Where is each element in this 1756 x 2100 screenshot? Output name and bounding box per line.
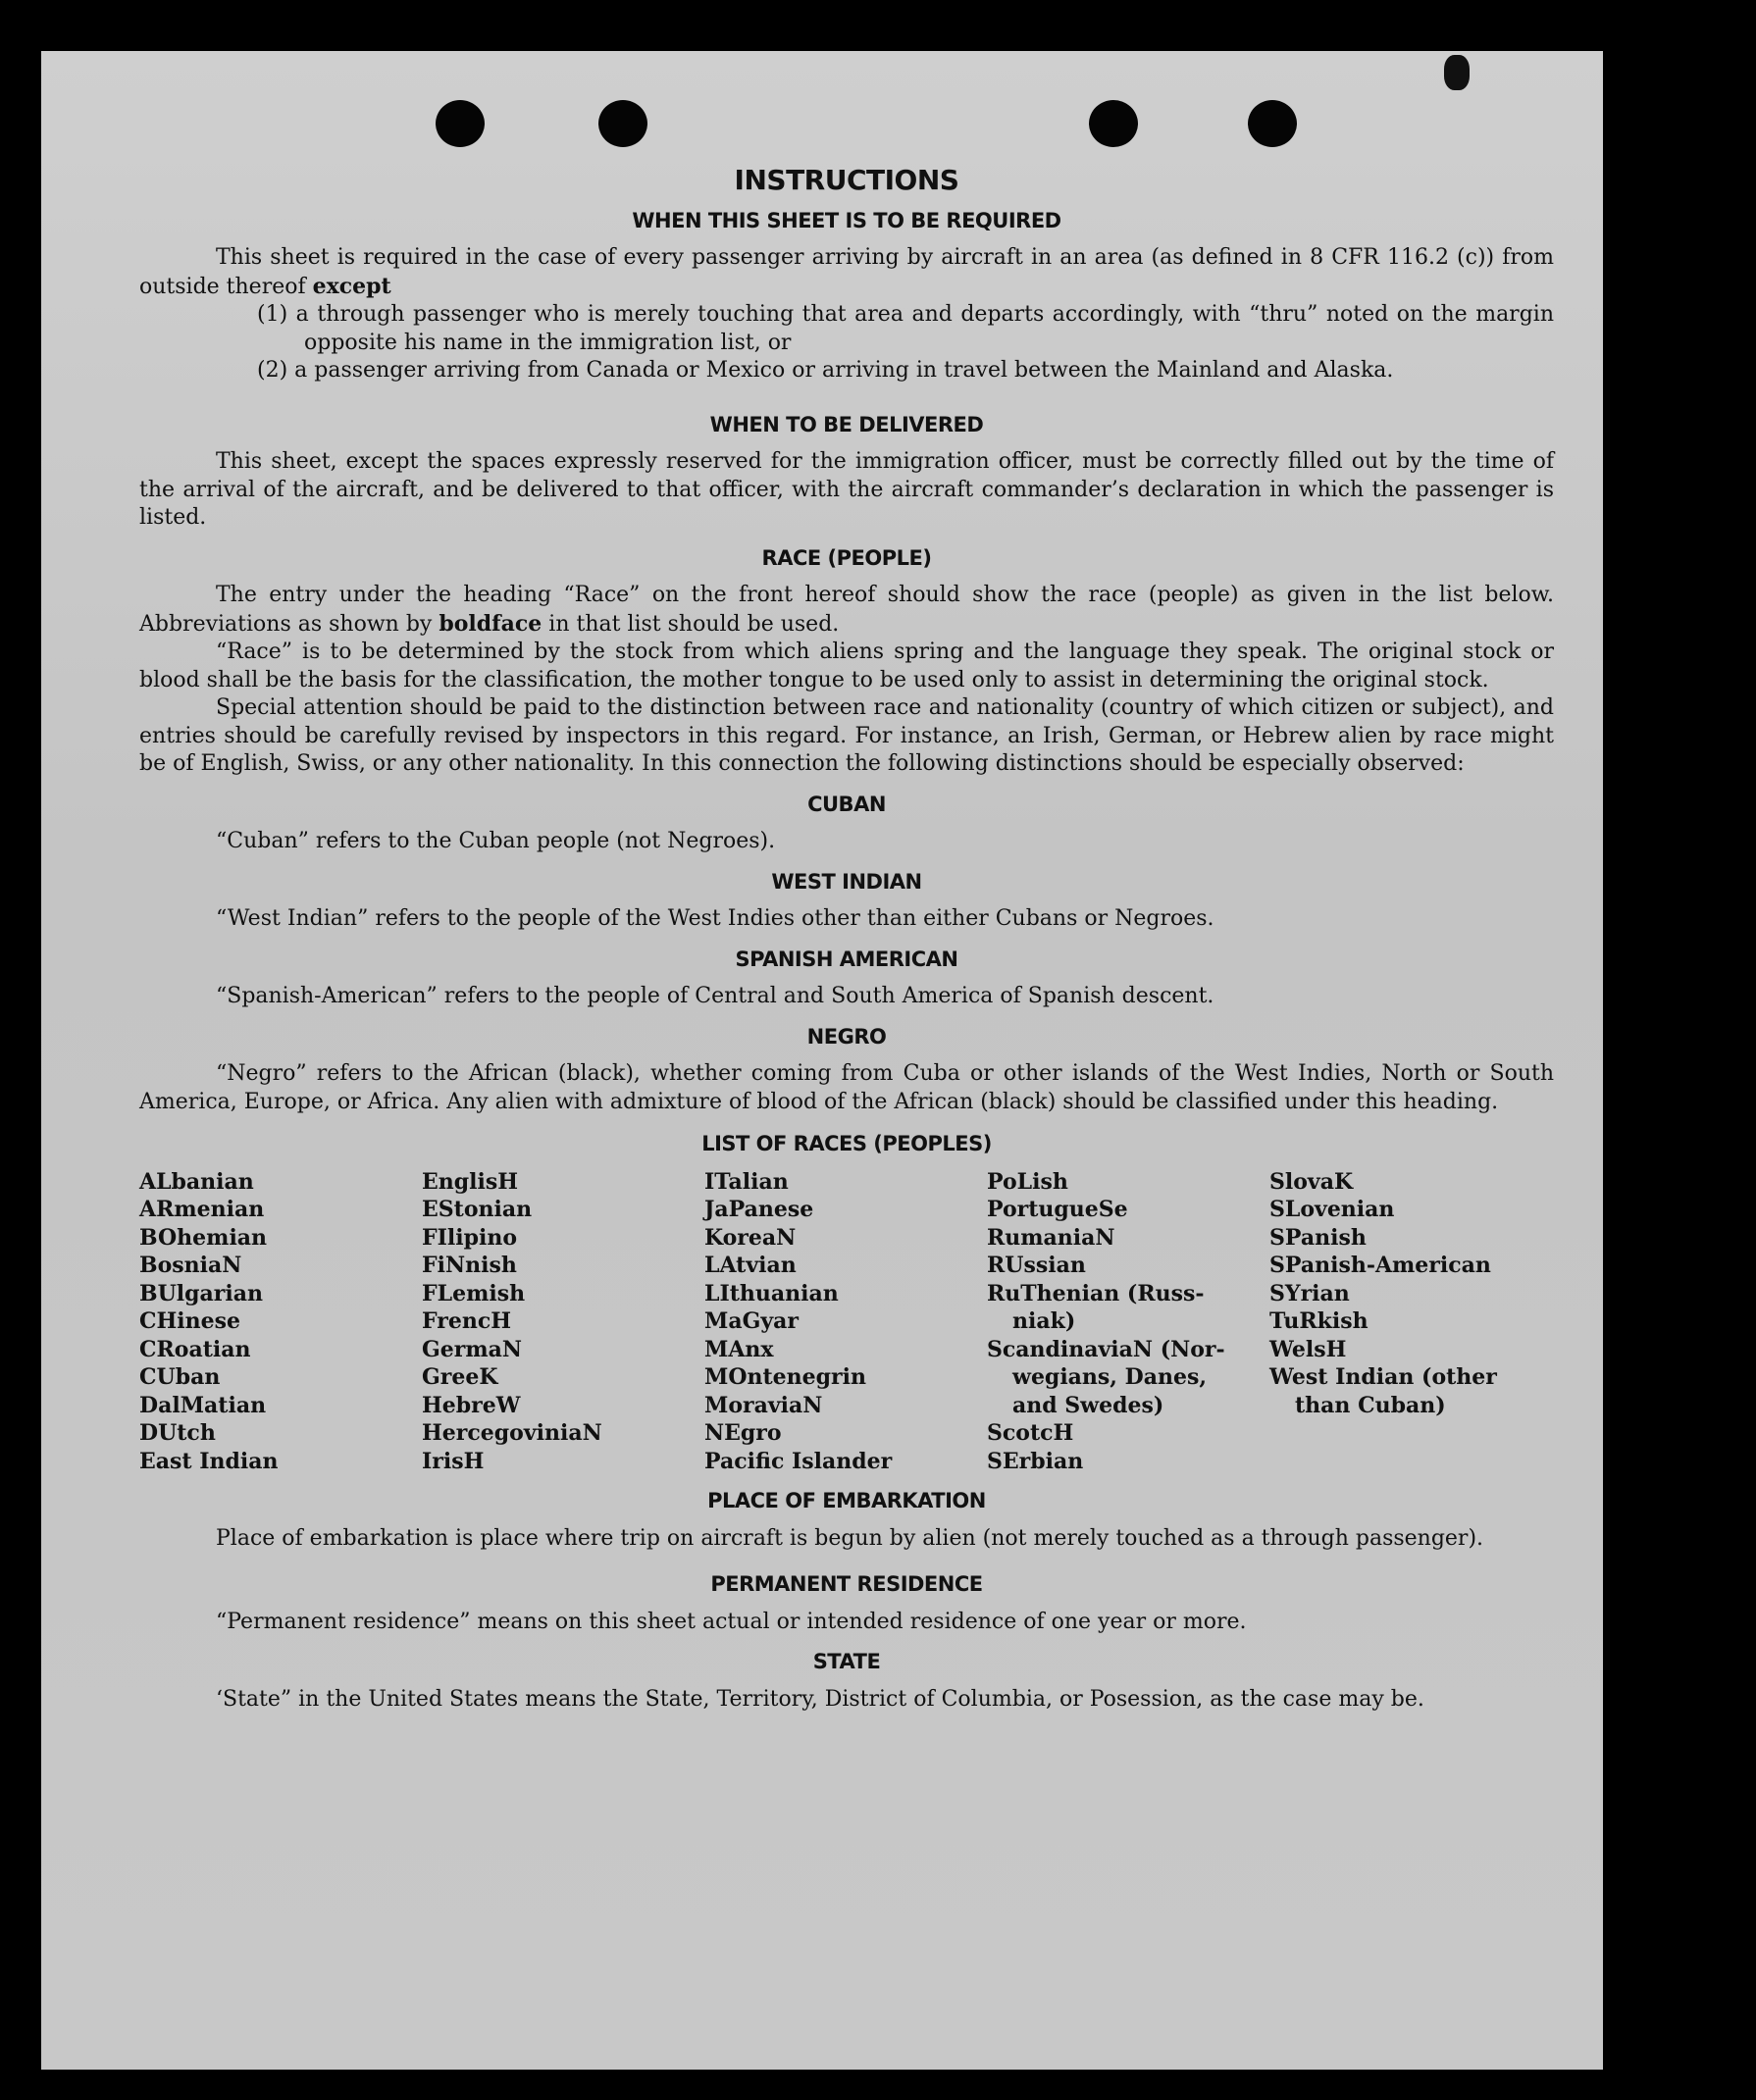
race-item: CRoatian [139, 1336, 251, 1362]
punch-hole-4 [1248, 100, 1297, 147]
race-item: than Cuban) [1295, 1392, 1446, 1418]
race-item: CUban [139, 1364, 221, 1390]
heading-west-indian: WEST INDIAN [771, 869, 922, 894]
race-item: ALbanian [139, 1168, 254, 1195]
race-item: PortugueSe [987, 1197, 1128, 1222]
heading-embarkation: PLACE OF EMBARKATION [707, 1489, 986, 1512]
heading-races-list: LIST OF RACES (PEOPLES) [701, 1132, 992, 1155]
race-item: ARmenian [139, 1197, 265, 1222]
page-title: INSTRUCTIONS [734, 164, 959, 196]
required-item-1: (1) a through passenger who is merely touching that area and departs accordingly, with “thru” noted on the margin opposite his name in the immigration list, or [257, 302, 1554, 355]
race-paragraph-2: “Race” is to be determined by the stock from which aliens spring and the language they speak. The original stock or blood shall be the basis for the classification, the mother tongue to be used only to assist in determining the original stock. [139, 640, 1554, 692]
race-item: SLovenian [1269, 1197, 1395, 1222]
embarkation-text: Place of embarkation is place where trip on aircraft is begun by alien (not merely touched as a through passenger). [216, 1525, 1484, 1551]
torn-mark [1444, 55, 1470, 90]
race-item: HebreW [422, 1392, 521, 1418]
race-item: DalMatian [139, 1392, 267, 1418]
race-item: ScotcH [987, 1420, 1074, 1446]
race-item: LAtvian [704, 1253, 797, 1278]
race-item: RumaniaN [987, 1224, 1115, 1251]
residence-text: “Permanent residence” means on this sheet actual or intended residence of one year or more. [216, 1609, 1247, 1634]
race-item: MaGyar [704, 1308, 800, 1334]
race-item: BUlgarian [139, 1280, 263, 1306]
race-item: niak) [1012, 1308, 1076, 1334]
race-item: JaPanese [704, 1197, 814, 1222]
race-item: ScandinaviaN (Nor- [987, 1336, 1225, 1362]
heading-residence: PERMANENT RESIDENCE [710, 1572, 983, 1596]
race-item: Pacific Islander [704, 1448, 893, 1474]
race-item: ITalian [704, 1168, 789, 1195]
state-text: ‘State” in the United States means the State, Territory, District of Columbia, or Posession, as the case may be. [216, 1686, 1424, 1712]
spanish-american-text: “Spanish-American” refers to the people of Central and South America of Spanish descent. [216, 984, 1214, 1008]
race-item: KoreaN [704, 1224, 797, 1251]
race-item: LIthuanian [704, 1280, 839, 1306]
race-item: SYrian [1269, 1280, 1350, 1306]
heading-spanish-american: SPANISH AMERICAN [735, 947, 958, 971]
race-item: CHinese [139, 1308, 241, 1334]
race-item: wegians, Danes, [1012, 1364, 1207, 1390]
race-item: FrencH [422, 1308, 511, 1334]
race-item: RuThenian (Russ- [987, 1280, 1205, 1306]
west-indian-text: “West Indian” refers to the people of the West Indies other than either Cubans or Negroes. [216, 906, 1214, 931]
race-paragraph-3: Special attention should be paid to the distinction between race and nationality (country of which citizen or subject), and entries should be carefully revised by inspectors in this regard. For instance, an Irish, German, or Hebrew alien by race might be of English, Swiss, or any other nationality. In this connection the following distinctions should be especially observed: [139, 695, 1554, 776]
race-item: EStonian [422, 1197, 533, 1222]
race-item: HercegoviniaN [422, 1420, 602, 1446]
race-item: BOhemian [139, 1224, 268, 1251]
heading-cuban: CUBAN [807, 792, 886, 816]
race-item: SPanish-American [1269, 1253, 1491, 1278]
negro-text: “Negro” refers to the African (black), whether coming from Cuba or other islands of the West Indies, North or South America, Europe, or Africa. Any alien with admixture of blood of the African (black) should be classified under this heading. [139, 1061, 1554, 1114]
race-item: SPanish [1269, 1224, 1367, 1251]
race-item: and Swedes) [1012, 1392, 1164, 1418]
race-item: FIlipino [422, 1224, 518, 1251]
cuban-text: “Cuban” refers to the Cuban people (not Negroes). [216, 829, 776, 853]
race-item: NEgro [704, 1420, 782, 1446]
race-item: East Indian [139, 1448, 279, 1474]
required-intro: This sheet is required in the case of every passenger arriving by aircraft in an area (as defined in 8 CFR 116.2 (c)) from outside thereof except [139, 245, 1554, 299]
race-item: DUtch [139, 1420, 216, 1446]
heading-negro: NEGRO [806, 1024, 887, 1049]
races-column-3 [704, 1168, 987, 1476]
race-item: GreeK [422, 1364, 498, 1390]
race-item: GermaN [422, 1336, 523, 1362]
races-column-5 [1269, 1168, 1552, 1476]
race-item: EnglisH [422, 1168, 519, 1195]
required-item-2: (2) a passenger arriving from Canada or Mexico or arriving in travel between the Mainland and Alaska. [257, 358, 1394, 383]
race-item: FiNnish [422, 1253, 517, 1278]
races-column-1 [139, 1168, 422, 1476]
delivered-text: This sheet, except the spaces expressly reserved for the immigration officer, must be correctly filled out by the time of the arrival of the aircraft, and be delivered to that officer, with the aircraft commander’s declaration in which the passenger is listed. [139, 449, 1554, 530]
race-item: WelsH [1269, 1336, 1347, 1362]
race-item: SlovaK [1269, 1168, 1354, 1195]
heading-required: WHEN THIS SHEET IS TO BE REQUIRED [632, 208, 1061, 232]
race-item: MOntenegrin [704, 1364, 866, 1390]
race-item: RUssian [987, 1253, 1086, 1278]
race-item: SErbian [987, 1448, 1084, 1474]
races-column-2 [422, 1168, 704, 1476]
document-sheet [41, 51, 1603, 2070]
punch-hole-3 [1089, 100, 1138, 147]
races-list [139, 1168, 1554, 1476]
heading-delivered: WHEN TO BE DELIVERED [709, 412, 984, 436]
races-column-4 [987, 1168, 1269, 1476]
race-item: IrisH [422, 1448, 485, 1474]
race-paragraph-1: The entry under the heading “Race” on the front hereof should show the race (people) as given in the list below. Abbreviations as shown by boldface in that list should be used. [139, 583, 1554, 637]
race-item: MAnx [704, 1336, 774, 1362]
heading-state: STATE [812, 1650, 881, 1673]
race-item: BosniaN [139, 1253, 242, 1278]
race-item: MoraviaN [704, 1392, 823, 1418]
heading-race: RACE (PEOPLE) [761, 545, 932, 570]
race-item: PoLish [987, 1168, 1068, 1195]
race-item: FLemish [422, 1280, 526, 1306]
instructions-content [139, 164, 1554, 1714]
race-item: West Indian (other [1269, 1364, 1497, 1390]
race-item: TuRkish [1269, 1308, 1369, 1334]
punch-hole-2 [598, 100, 647, 147]
punch-hole-1 [436, 100, 485, 147]
